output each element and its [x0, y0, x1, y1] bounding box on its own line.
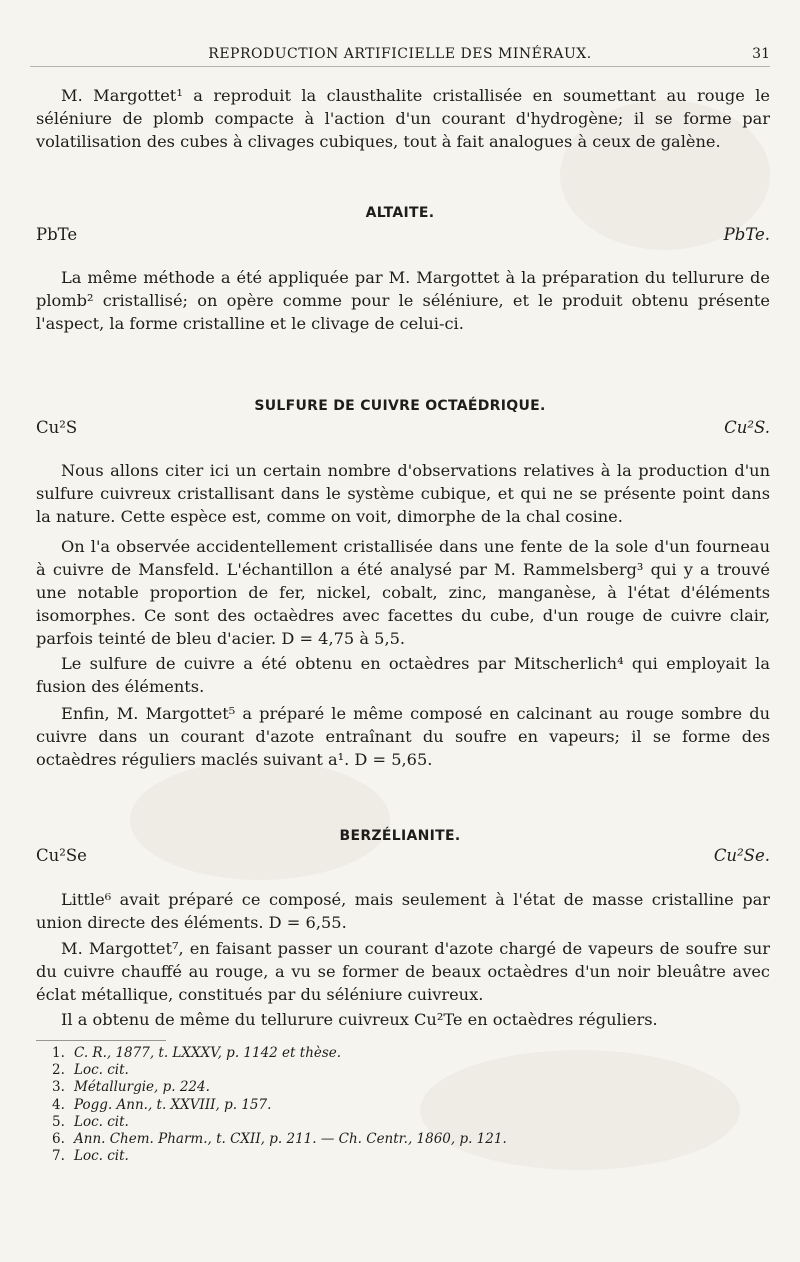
footnote	[52, 1148, 752, 1165]
footnote-number: 3.	[52, 1079, 65, 1096]
footnote-number: 5.	[52, 1113, 65, 1130]
sulfure-paragraph-3: Le sulfure de cuivre a été obtenu en octaèdres par Mitscherlich⁴ qui employait la fusion des éléments.	[36, 654, 770, 696]
formula-left: PbTe	[36, 225, 78, 244]
sulfure-paragraph-2: On l'a observée accidentellement cristallisée dans une fente de la sole d'un fourneau à cuivre de Mansfeld. L'échantillon a été analysé par M. Rammelsberg³ qui y a trouvé une notable proportion de fer, nickel, cobalt, zinc, manganèse, à l'état d'éléments isomorphes. Ce sont des octaèdres avec facettes du cube, d'un rouge de cuivre clair, parfois teinté de bleu d'acier. D = 4,75 à 5,5.	[36, 537, 770, 648]
formula-left: Cu²S	[36, 418, 78, 437]
sulfure-paragraph-4: Enfin, M. Margottet⁵ a préparé le même composé en calcinant au rouge sombre du cuivre dans un courant d'azote entraînant du soufre en vapeurs; il se forme des octaèdres réguliers maclés suivant a¹. D = 5,65.	[36, 704, 770, 769]
footnote	[52, 1062, 752, 1079]
formula-left: Cu²Se	[36, 846, 87, 865]
section-title-berzelianite: BERZÉLIANITE.	[339, 828, 461, 844]
running-head: REPRODUCTION ARTIFICIELLE DES MINÉRAUX.	[208, 46, 592, 62]
paper-stain	[130, 760, 390, 880]
formula-right: Cu²Se.	[713, 846, 770, 865]
header-rule	[30, 66, 770, 67]
footnote	[52, 1045, 752, 1062]
footnote-text: Pogg. Ann., t. XXVIII, p. 157.	[74, 1096, 272, 1113]
footnote-text: C. R., 1877, t. LXXXV, p. 1142 et thèse.	[74, 1045, 342, 1061]
berzelianite-paragraph-3: Il a obtenu de même du tellurure cuivreux Cu²Te en octaèdres réguliers.	[61, 1010, 658, 1029]
footnote	[52, 1131, 752, 1148]
footnote	[52, 1097, 752, 1114]
footnote-text: Métallurgie, p. 224.	[74, 1079, 210, 1096]
footnotes	[52, 1045, 752, 1165]
footnotes-rule	[36, 1040, 166, 1041]
altaite-paragraph: La même méthode a été appliquée par M. Margottet à la préparation du tellurure de plomb² cristallisé; on opère comme pour le séléniure, et le produit obtenu présente l'aspect, la forme cristalline et le clivage de celui-ci.	[36, 268, 770, 333]
sulfure-paragraph-1: Nous allons citer ici un certain nombre d'observations relatives à la production d'un sulfure cuivreux cristallisant dans le système cubique, et qui ne se présente point dans la nature. Cette espèce est, comme on voit, dimorphe de la chal cosine.	[36, 461, 770, 526]
intro-paragraph: M. Margottet¹ a reproduit la clausthalite cristallisée en soumettant au rouge le séléniure de plomb compacte à l'action d'un courant d'hydrogène; il se forme par volatilisation des cubes à clivages cubiques, tout à fait analogues à ceux de galène.	[36, 86, 770, 151]
footnote-number: 6.	[52, 1131, 65, 1148]
footnote-text: Loc. cit.	[74, 1062, 129, 1079]
footnote-number: 2.	[52, 1062, 65, 1079]
berzelianite-paragraph-2: M. Margottet⁷, en faisant passer un courant d'azote chargé de vapeurs de soufre sur du cuivre chauffé au rouge, a vu se former de beaux octaèdres d'un noir bleuâtre avec éclat métallique, constitués par du séléniure cuivreux.	[36, 939, 770, 1004]
footnote-number: 7.	[52, 1148, 65, 1165]
page-number: 31	[752, 46, 770, 62]
section-title-sulfure: SULFURE DE CUIVRE OCTAÉDRIQUE.	[254, 398, 546, 414]
footnote-text: Loc. cit.	[74, 1113, 129, 1130]
footnote-number: 4.	[52, 1096, 65, 1113]
formula-right: Cu²S.	[724, 418, 770, 437]
berzelianite-paragraph-1: Little⁶ avait préparé ce composé, mais seulement à l'état de masse cristalline par union directe des éléments. D = 6,55.	[36, 890, 770, 932]
formula-right: PbTe.	[723, 225, 770, 244]
section-title-altaite: ALTAITE.	[365, 205, 435, 221]
footnote-text: Ann. Chem. Pharm., t. CXII, p. 211. — Ch. Centr., 1860, p. 121.	[74, 1131, 507, 1148]
footnote	[52, 1079, 752, 1096]
footnote-text: Loc. cit.	[74, 1148, 129, 1165]
footnote	[52, 1114, 752, 1131]
footnote-number: 1.	[52, 1045, 65, 1061]
